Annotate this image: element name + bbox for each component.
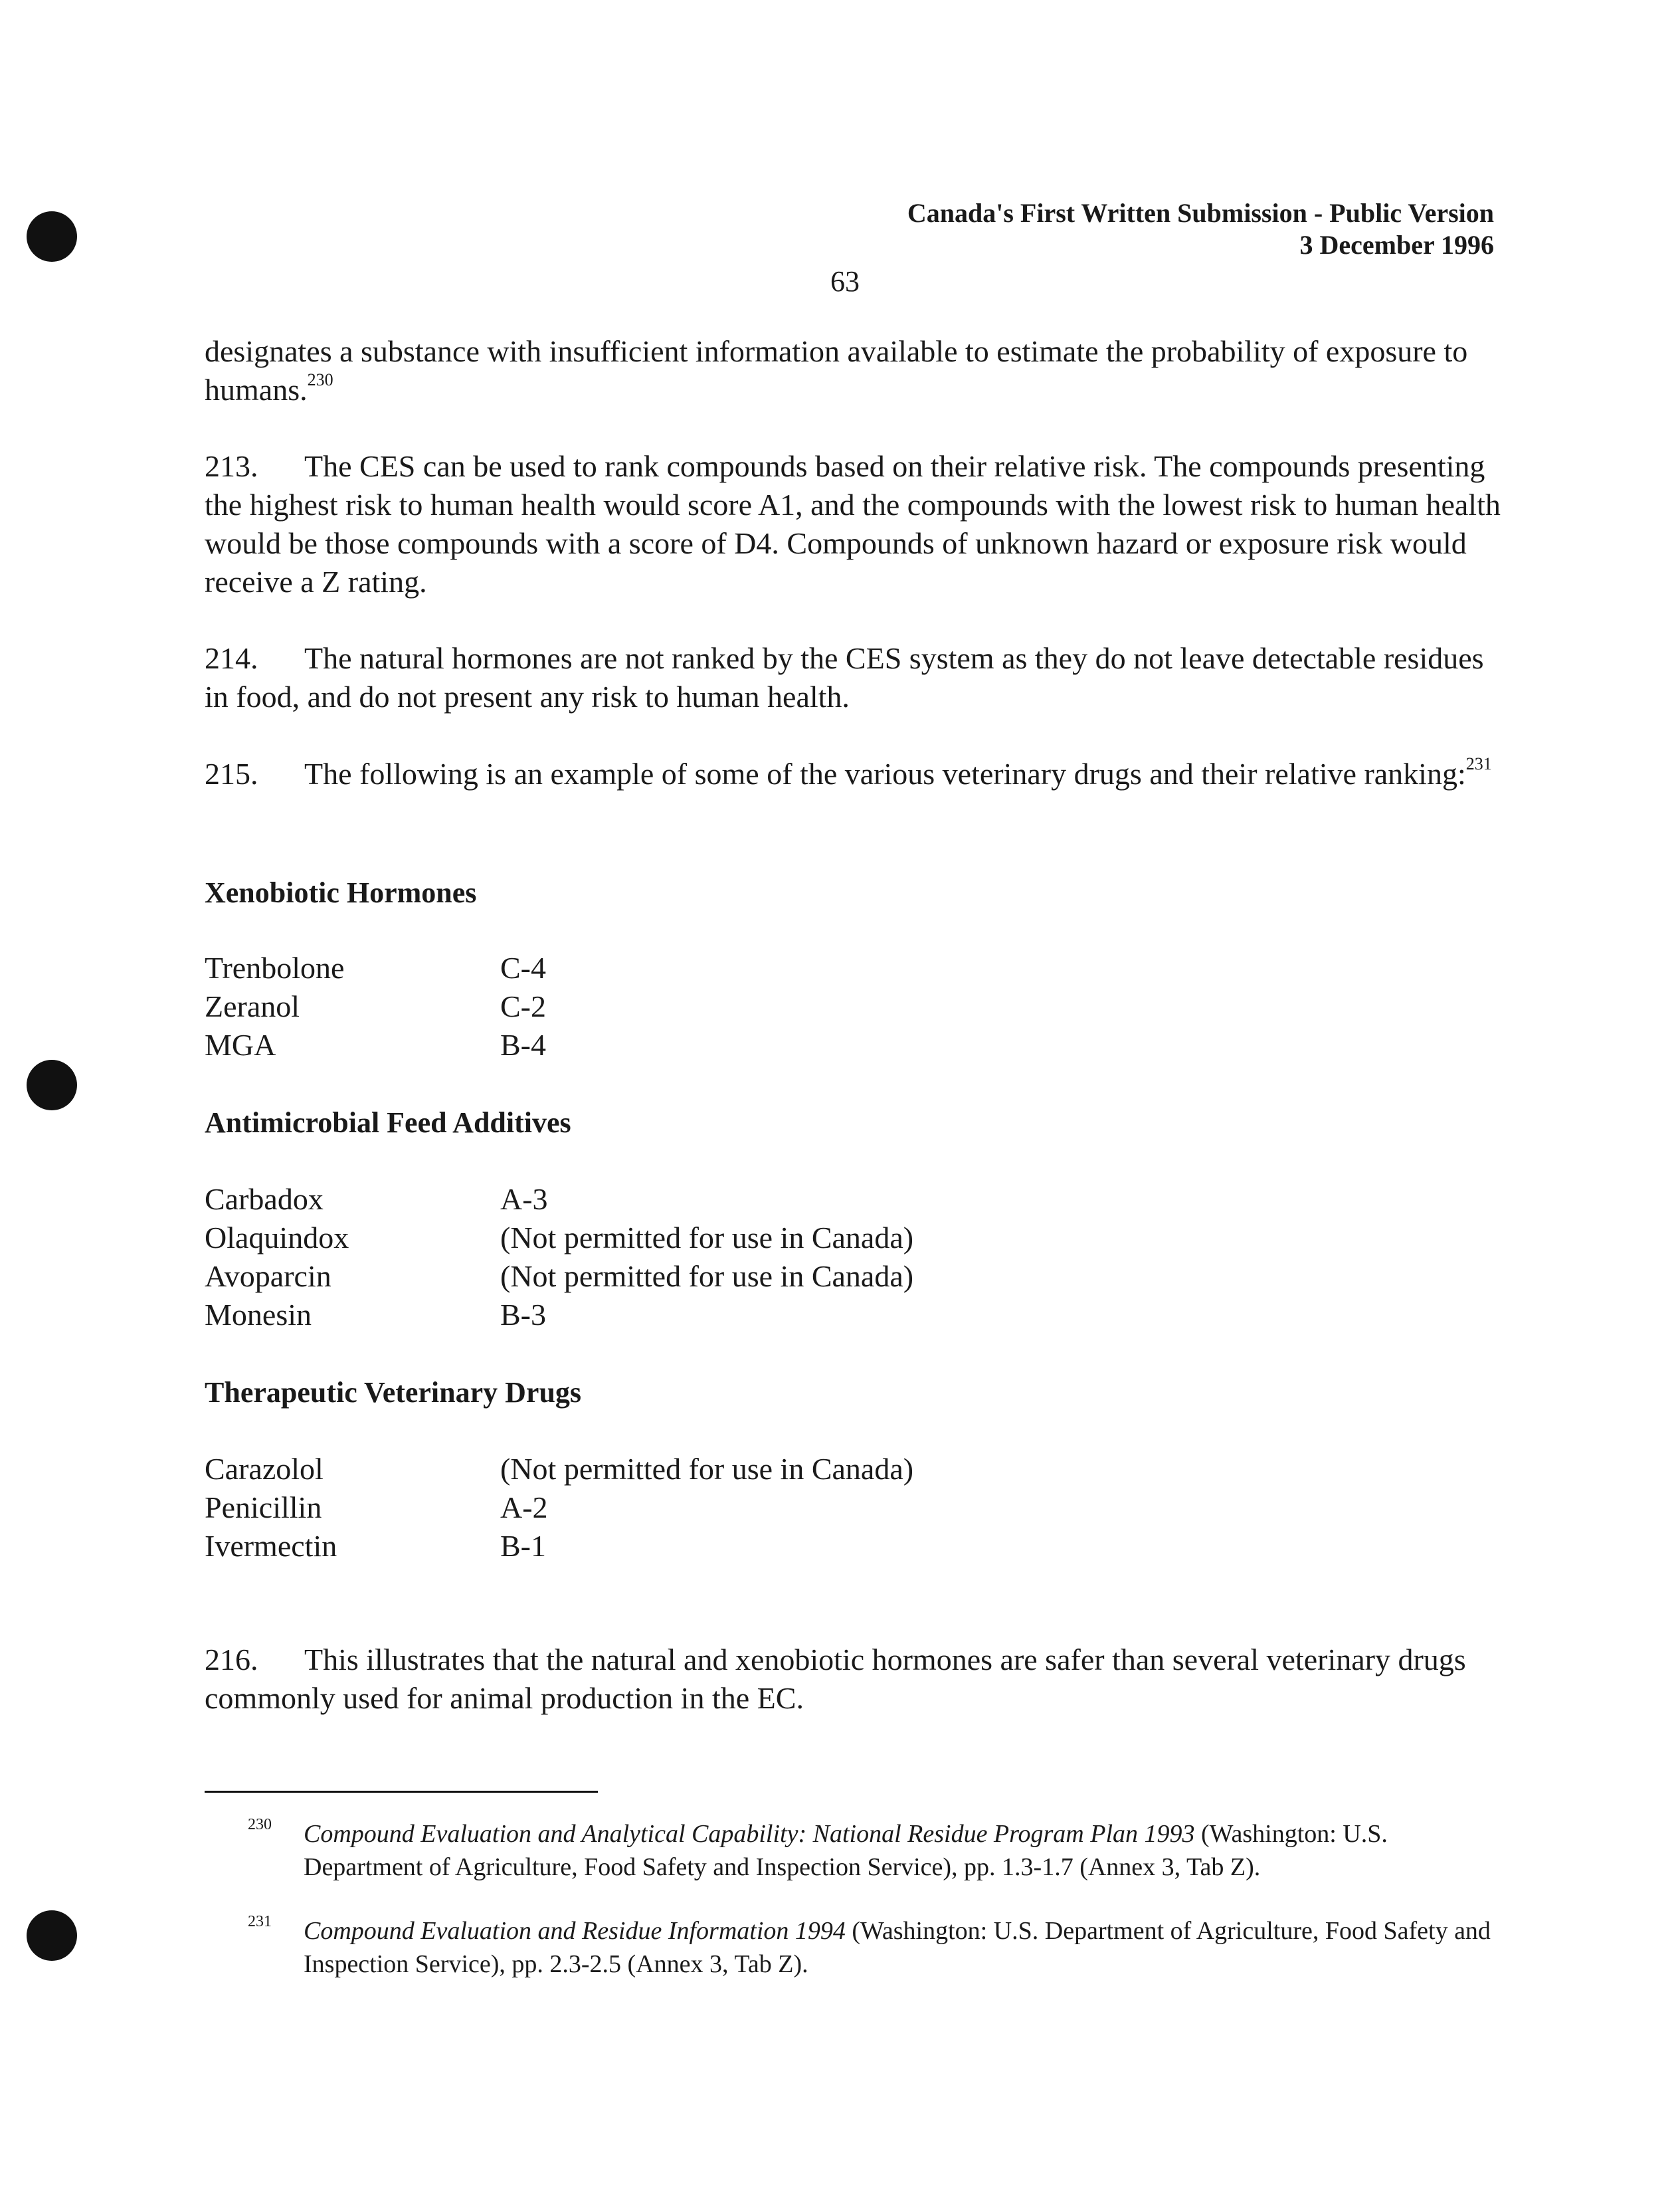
footnote-text: (Washington: U.S. Department of Agriculture, Food Safety and Inspection Service), pp. 2.3-2.5 (Annex 3, Tab Z). (304, 1917, 1491, 1978)
section-heading-xenobiotic-hormones: Xenobiotic Hormones (205, 876, 477, 909)
footnote-title: Compound Evaluation and Residue Information 1994 (304, 1917, 846, 1945)
ranking-row (205, 1450, 913, 1488)
drug-rating: B-3 (500, 1298, 546, 1332)
paragraph-text: The natural hormones are not ranked by the CES system as they do not leave detectable residues in food, and do not present any risk to human health. (205, 641, 1484, 714)
paragraph-continuation (205, 332, 1507, 409)
paragraph-213 (205, 447, 1507, 601)
drug-name: Trenbolone (205, 951, 345, 985)
drug-name: Zeranol (205, 989, 300, 1023)
drug-rating: (Not permitted for use in Canada) (500, 1452, 914, 1486)
section-heading-antimicrobial-feed-additives: Antimicrobial Feed Additives (205, 1106, 571, 1139)
footnote-ref-230: 230 (307, 370, 333, 389)
header-date: 3 December 1996 (1299, 230, 1494, 260)
drug-name: Penicillin (205, 1490, 322, 1524)
footnote-231 (249, 1914, 1498, 1981)
drug-name: MGA (205, 1028, 276, 1062)
paragraph-number: 213. (205, 449, 258, 483)
drug-rating: B-1 (500, 1529, 546, 1563)
ranking-table-therapeutic (205, 1450, 913, 1565)
paragraph-text: The following is an example of some of the various veterinary drugs and their relative ranking: (304, 757, 1466, 791)
footnote-mark: 231 (248, 1913, 272, 1930)
drug-rating: (Not permitted for use in Canada) (500, 1221, 914, 1255)
ranking-row (205, 1488, 913, 1527)
ranking-table-xenobiotic (205, 949, 546, 1064)
punch-hole-bottom (27, 1910, 77, 1961)
ranking-row (205, 1527, 913, 1565)
paragraph-number: 215. (205, 757, 258, 791)
drug-rating: A-2 (500, 1490, 548, 1524)
paragraph-text: The CES can be used to rank compounds based on their relative risk. The compounds presenting the highest risk to human health would score A1, and the compounds with the lowest risk to human health would be those compounds with a score of D4. Compounds of unknown hazard or exposure risk would receive a Z rating. (205, 449, 1501, 599)
footnote-title: Compound Evaluation and Analytical Capability: National Residue Program Plan 1993 (304, 1820, 1195, 1848)
drug-name: Carazolol (205, 1452, 324, 1486)
drug-name: Monesin (205, 1298, 312, 1332)
drug-rating: C-4 (500, 951, 546, 985)
punch-hole-top (27, 211, 77, 262)
paragraph-text: designates a substance with insufficient information available to estimate the probability of exposure to humans. (205, 334, 1468, 407)
drug-rating: B-4 (500, 1028, 546, 1062)
paragraph-216 (205, 1641, 1507, 1718)
paragraph-text: This illustrates that the natural and xenobiotic hormones are safer than several veterinary drugs commonly used for animal production in the EC. (205, 1643, 1466, 1715)
ranking-row (205, 1296, 913, 1334)
section-heading-therapeutic-veterinary-drugs: Therapeutic Veterinary Drugs (205, 1376, 582, 1409)
paragraph-number: 216. (205, 1643, 258, 1676)
drug-name: Carbadox (205, 1182, 324, 1216)
footnote-ref-231: 231 (1465, 754, 1492, 773)
punch-hole-middle (27, 1060, 77, 1110)
drug-name: Ivermectin (205, 1529, 337, 1563)
ranking-row (205, 1219, 913, 1257)
drug-rating: A-3 (500, 1182, 548, 1216)
ranking-row (205, 1257, 913, 1296)
footnote-230 (249, 1817, 1498, 1884)
footnote-mark: 230 (248, 1816, 272, 1833)
paragraph-214 (205, 639, 1507, 716)
ranking-row (205, 987, 546, 1026)
footnote-body (249, 1914, 1498, 1981)
ranking-table-antimicrobial (205, 1180, 913, 1334)
ranking-row (205, 1026, 546, 1064)
drug-rating: C-2 (500, 989, 546, 1023)
paragraph-215 (205, 755, 1507, 793)
drug-name: Olaquindox (205, 1221, 349, 1255)
footnote-body (249, 1817, 1498, 1884)
drug-rating: (Not permitted for use in Canada) (500, 1259, 914, 1293)
page-number: 63 (830, 265, 860, 298)
ranking-row (205, 949, 546, 987)
drug-name: Avoparcin (205, 1259, 331, 1293)
footnote-separator (205, 1791, 598, 1793)
ranking-row (205, 1180, 913, 1219)
footnote-text: (Washington: U.S. Department of Agriculture, Food Safety and Inspection Service), pp. 1.3-1.7 (Annex 3, Tab Z). (304, 1820, 1388, 1881)
paragraph-number: 214. (205, 641, 258, 675)
header-title: Canada's First Written Submission - Public Version (907, 198, 1494, 228)
